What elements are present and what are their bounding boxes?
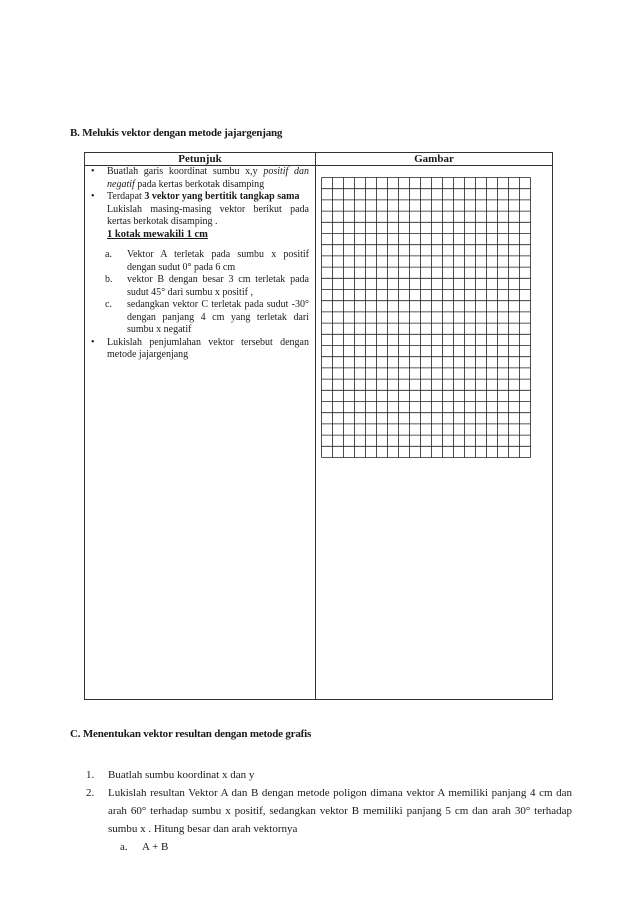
bullet1-prefix: Buatlah garis koordinat sumbu x,y [107,166,264,177]
petunjuk-cell [85,166,316,700]
numbered-item [86,766,572,784]
vector-sub-item [105,299,309,337]
section-c-list [86,766,572,856]
bullet-coordinate [85,166,315,191]
sub-item-text: Vektor A terletak pada sumbu x positif dengan sudut 0° pada 6 cm [127,249,309,273]
bullet2-bold: 3 vektor yang bertitik tangkap sama [144,191,300,202]
bullet2-line2: Lukislah masing-masing vektor berikut pada kertas berkotak disamping . [107,203,309,227]
sub-item-label: c. [105,299,112,310]
bullet-vectors [85,191,315,241]
petunjuk-header: Petunjuk [85,153,316,166]
bullet-icon: • [91,191,95,202]
sub-question-text: A + B [142,841,169,853]
bullet2-prefix: Terdapat [107,191,145,202]
sub-item-text: vektor B dengan besar 3 cm terletak pada sudut 45° dari sumbu x positif , [127,274,309,298]
numbered-item-text: Lukislah resultan Vektor A dan B dengan metode poligon dimana vektor A memiliki panjang 4 cm dan arah 60° terhadap sumbu x positif, sedangkan vektor B memiliki panjang 5 cm dan arah 30° terhadap sumbu x . Hitung besar dan arah vektornya [108,787,572,835]
section-c-title: C. Menentukan vektor resultan dengan metode grafis [70,728,312,740]
sub-item-text: sedangkan vektor C terletak pada sudut -30° dengan panjang 4 cm yang terletak dari sumbu x negatif [127,299,309,335]
sub-item-label: b. [105,274,113,285]
bullet-icon: • [91,166,95,177]
bullet-icon: • [91,336,95,348]
sub-question-label: a. [120,841,128,853]
vector-sub-item [105,274,309,299]
bullet1-italic: positif dan negatif [107,166,309,190]
sub-item-label: a. [105,249,112,260]
vector-sub-list [85,249,315,337]
numbered-item-label: 1. [86,769,95,781]
bullet3-text: Lukislah penjumlahan vektor tersebut dengan metode jajargenjang [107,336,309,360]
section-b-title: B. Melukis vektor dengan metode jajargenjang [70,127,283,139]
instruction-table [84,152,553,700]
vector-sub-item [105,249,309,274]
bullet1-suffix: pada kertas berkotak disamping [134,178,265,190]
numbered-item [86,784,572,838]
gambar-header: Gambar [316,153,553,166]
graph-paper-grid[interactable] [321,177,531,459]
gambar-cell [316,166,553,700]
scale-note: 1 kotak mewakili 1 cm [107,228,208,240]
numbered-item-label: 2. [86,787,95,799]
sub-question [86,838,572,856]
numbered-item-text: Buatlah sumbu koordinat x dan y [108,769,255,781]
bullet-sum [85,337,315,362]
